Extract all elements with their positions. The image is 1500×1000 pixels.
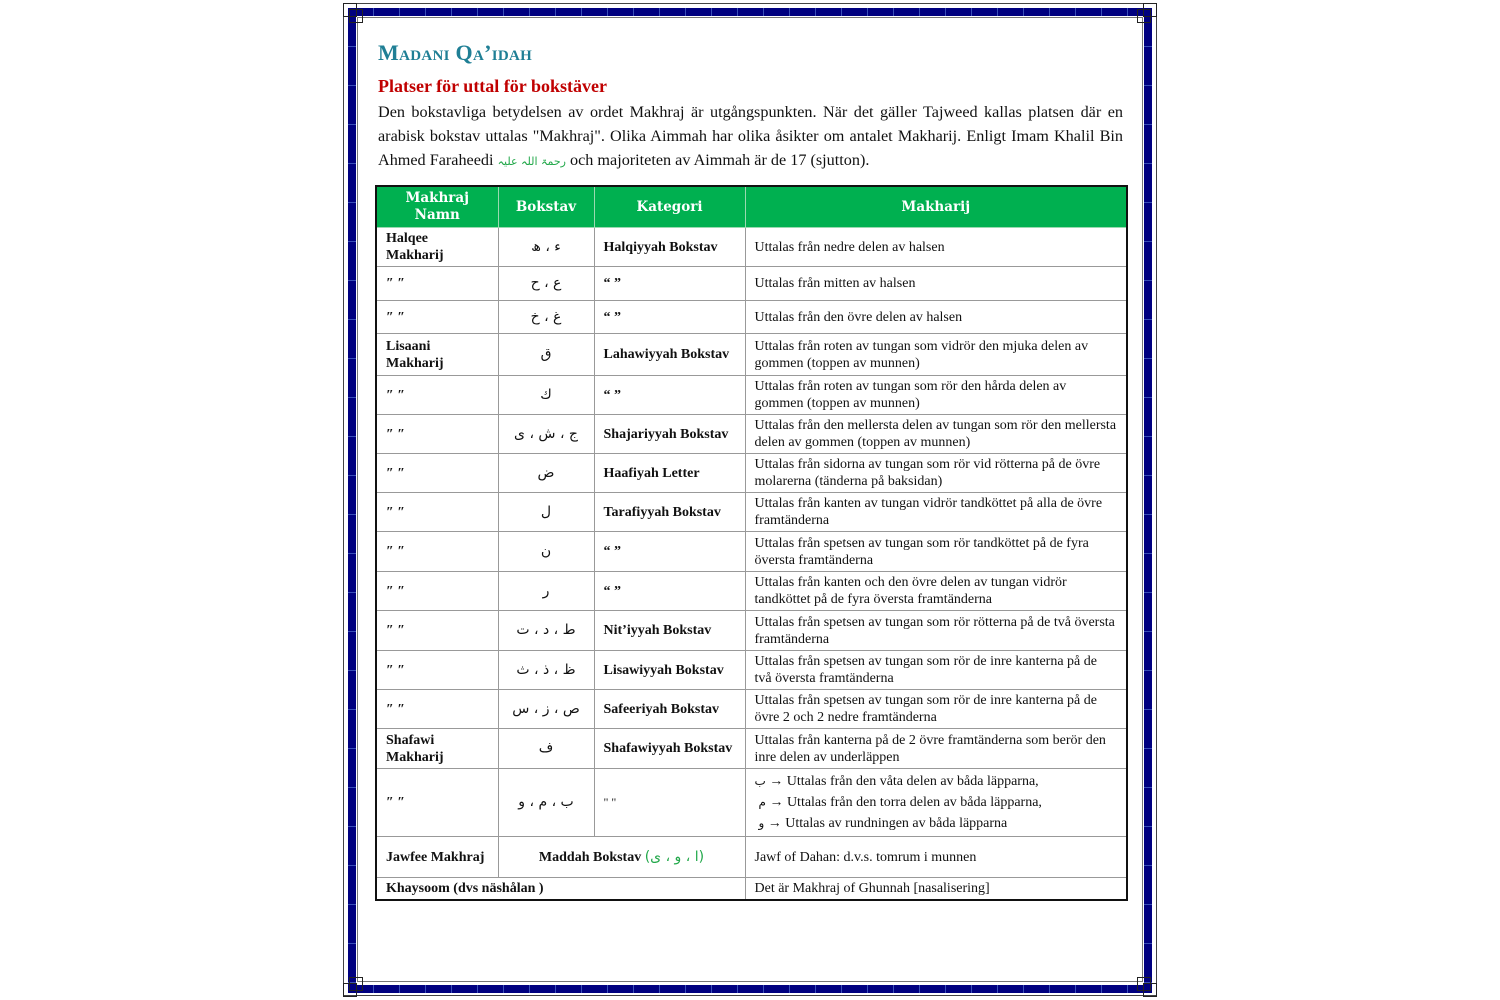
description-cell: Jawf of Dahan: d.v.s. tomrum i munnen xyxy=(745,837,1127,878)
makhraj-name-cell: ″ ″ xyxy=(376,415,498,454)
letters-cell: ض xyxy=(498,454,594,493)
page-content xyxy=(378,38,1123,174)
arabic-letter: م xyxy=(758,795,766,809)
category-text: Maddah Bokstav xyxy=(538,849,642,865)
letters-cell: ع ، ح xyxy=(498,267,594,301)
table-row xyxy=(376,267,1127,301)
document-title: Madani Qa’idah xyxy=(378,40,533,65)
makhraj-name-cell: ″ ″ xyxy=(376,532,498,572)
description-cell: Uttalas från den övre delen av halsen xyxy=(745,301,1127,334)
makhraj-name-cell: ″ ″ xyxy=(376,376,498,415)
makhraj-name-cell: Jawfee Makhraj xyxy=(376,837,498,878)
header-label: Makhraj Namn xyxy=(405,190,470,223)
table-row xyxy=(376,493,1127,532)
maddah-category-cell xyxy=(498,837,745,878)
description-cell: Uttalas från spetsen av tungan som rör de inre kanterna på de övre 2 och 2 nedre framtänderna xyxy=(745,690,1127,729)
intro-text-start: Den bokstavliga betydelsen av ordet Makhraj är utgångspunkten. När det gäller Tajweed kallas platsen där en arabisk bokstav uttalas "Makhraj". Olika Aimmah har olika åsikter om antalet Makharij. Enligt Imam Khalil Bin Ahmed Faraheedi xyxy=(378,103,1123,169)
category-cell: Shafawiyyah Bokstav xyxy=(594,729,745,769)
table-row xyxy=(376,532,1127,572)
intro-text-end: och majoriteten av Aimmah är de 17 (sjutton). xyxy=(565,151,870,169)
category-cell: “ ” xyxy=(594,301,745,334)
frame-corner-ornament xyxy=(349,9,363,23)
table-row xyxy=(376,334,1127,376)
makhraj-name-cell: ″ ″ xyxy=(376,454,498,493)
letters-cell: ص ، ز ، س xyxy=(498,690,594,729)
table-row-khaysoom xyxy=(376,878,1127,900)
table-row-lips xyxy=(376,769,1127,837)
description-cell: Uttalas från kanten av tungan vidrör tandköttet på alla de övre framtänderna xyxy=(745,493,1127,532)
description-cell: Uttalas från spetsen av tungan som rör de inre kanterna på de två översta framtänderna xyxy=(745,651,1127,690)
column-header-bokstav: Bokstav xyxy=(498,186,594,228)
letters-cell: ق xyxy=(498,334,594,376)
table-row xyxy=(376,651,1127,690)
letters-cell: ك xyxy=(498,376,594,415)
page-frame-left-band xyxy=(348,8,356,993)
makhraj-name-cell: ″ ″ xyxy=(376,572,498,611)
table-row xyxy=(376,376,1127,415)
category-cell: “ ” xyxy=(594,376,745,415)
table-row xyxy=(376,690,1127,729)
column-header-makharij: Makharij xyxy=(745,186,1127,228)
description-cell: Uttalas från spetsen av tungan som rör rötterna på de två översta framtänderna xyxy=(745,611,1127,651)
arabic-letter: ب xyxy=(754,774,766,788)
category-cell: “ ” xyxy=(594,572,745,611)
arrow-icon: → xyxy=(767,816,782,831)
makhraj-name-cell: ″ ″ xyxy=(376,769,498,837)
makharij-table xyxy=(375,185,1128,901)
table-row xyxy=(376,729,1127,769)
category-cell: Lisawiyyah Bokstav xyxy=(594,651,745,690)
letters-cell: ط ، د ، ت xyxy=(498,611,594,651)
description-cell: Uttalas från sidorna av tungan som rör vid rötterna på de övre molarerna (tänderna på baksidan) xyxy=(745,454,1127,493)
category-cell: Nit’iyyah Bokstav xyxy=(594,611,745,651)
category-cell: Safeeriyah Bokstav xyxy=(594,690,745,729)
lip-description-line xyxy=(755,813,1118,834)
makhraj-name-cell: ″ ″ xyxy=(376,267,498,301)
arrow-icon: → xyxy=(769,774,784,789)
lip-description-line xyxy=(755,771,1118,792)
arrow-icon: → xyxy=(769,795,784,810)
frame-corner-ornament xyxy=(349,977,363,991)
description-cell: Uttalas från mitten av halsen xyxy=(745,267,1127,301)
letters-cell: غ ، خ xyxy=(498,301,594,334)
category-cell: Shajariyyah Bokstav xyxy=(594,415,745,454)
table-row xyxy=(376,228,1127,267)
page-frame-right-band xyxy=(1144,8,1152,993)
makhraj-name-cell: Lisaani Makharij xyxy=(376,334,498,376)
makhraj-name-cell: Shafawi Makharij xyxy=(376,729,498,769)
makhraj-name-cell: ″ ″ xyxy=(376,690,498,729)
makhraj-name-cell: ″ ″ xyxy=(376,651,498,690)
honorific-arabic: رحمۃ اللہ علیہ xyxy=(497,155,566,168)
category-cell: " " xyxy=(594,769,745,837)
letters-cell: ء ، ھ xyxy=(498,228,594,267)
category-cell: Halqiyyah Bokstav xyxy=(594,228,745,267)
makhraj-name-cell: ″ ″ xyxy=(376,493,498,532)
makhraj-name-cell: ″ ″ xyxy=(376,301,498,334)
table-row xyxy=(376,454,1127,493)
page-frame-bottom-band xyxy=(348,985,1152,993)
category-cell: Lahawiyyah Bokstav xyxy=(594,334,745,376)
lip-description-text: Uttalas från den torra delen av båda läpparna, xyxy=(786,795,1042,810)
makhraj-name-cell: ″ ″ xyxy=(376,611,498,651)
table-row-jawfee xyxy=(376,837,1127,878)
column-header-makhraj-namn xyxy=(376,186,498,228)
letters-cell: ج ، ش ، ی xyxy=(498,415,594,454)
description-cell: Uttalas från spetsen av tungan som rör tandköttet på de fyra översta framtänderna xyxy=(745,532,1127,572)
description-cell: Uttalas från nedre delen av halsen xyxy=(745,228,1127,267)
table-row xyxy=(376,301,1127,334)
table-header-row xyxy=(376,186,1127,228)
makhraj-name-cell: Khaysoom (dvs näshålan ) xyxy=(376,878,745,900)
letters-cell: ب ، م ، و xyxy=(498,769,594,837)
section-heading: Platser för uttal för bokstäver xyxy=(378,76,607,96)
description-cell: Uttalas från kanten och den övre delen av tungan vidrör tandköttet på de fyra översta framtänderna xyxy=(745,572,1127,611)
maddah-letters: (ا ، و ، ی) xyxy=(644,848,705,865)
lip-description-text: Uttalas från den våta delen av båda läpparna, xyxy=(786,774,1039,789)
frame-corner-ornament xyxy=(1137,9,1151,23)
table-row xyxy=(376,611,1127,651)
lip-description-text: Uttalas av rundningen av båda läpparna xyxy=(785,816,1008,831)
description-cell: Det är Makhraj of Ghunnah [nasalisering] xyxy=(745,878,1127,900)
letters-cell: ف xyxy=(498,729,594,769)
page-frame-top-band xyxy=(348,8,1152,16)
description-cell: Uttalas från kanterna på de 2 övre framtänderna som berör den inre delen av underläppen xyxy=(745,729,1127,769)
letters-cell: ظ ، ذ ، ث xyxy=(498,651,594,690)
category-cell: Tarafiyyah Bokstav xyxy=(594,493,745,532)
description-cell: Uttalas från den mellersta delen av tungan som rör den mellersta delen av gommen (toppen av munnen) xyxy=(745,415,1127,454)
category-cell: “ ” xyxy=(594,267,745,301)
arabic-letter: و xyxy=(758,816,765,830)
description-cell: Uttalas från roten av tungan som vidrör den mjuka delen av gommen (toppen av munnen) xyxy=(745,334,1127,376)
makhraj-name-cell: Halqee Makharij xyxy=(376,228,498,267)
letters-cell: ر xyxy=(498,572,594,611)
intro-paragraph xyxy=(378,100,1123,174)
category-cell: Haafiyah Letter xyxy=(594,454,745,493)
frame-corner-ornament xyxy=(1137,977,1151,991)
lip-description-line xyxy=(755,792,1118,813)
letters-cell: ن xyxy=(498,532,594,572)
description-cell: Uttalas från roten av tungan som rör den hårda delen av gommen (toppen av munnen) xyxy=(745,376,1127,415)
table-row xyxy=(376,415,1127,454)
letters-cell: ل xyxy=(498,493,594,532)
column-header-kategori: Kategori xyxy=(594,186,745,228)
table-row xyxy=(376,572,1127,611)
category-cell: “ ” xyxy=(594,532,745,572)
description-cell xyxy=(745,769,1127,837)
